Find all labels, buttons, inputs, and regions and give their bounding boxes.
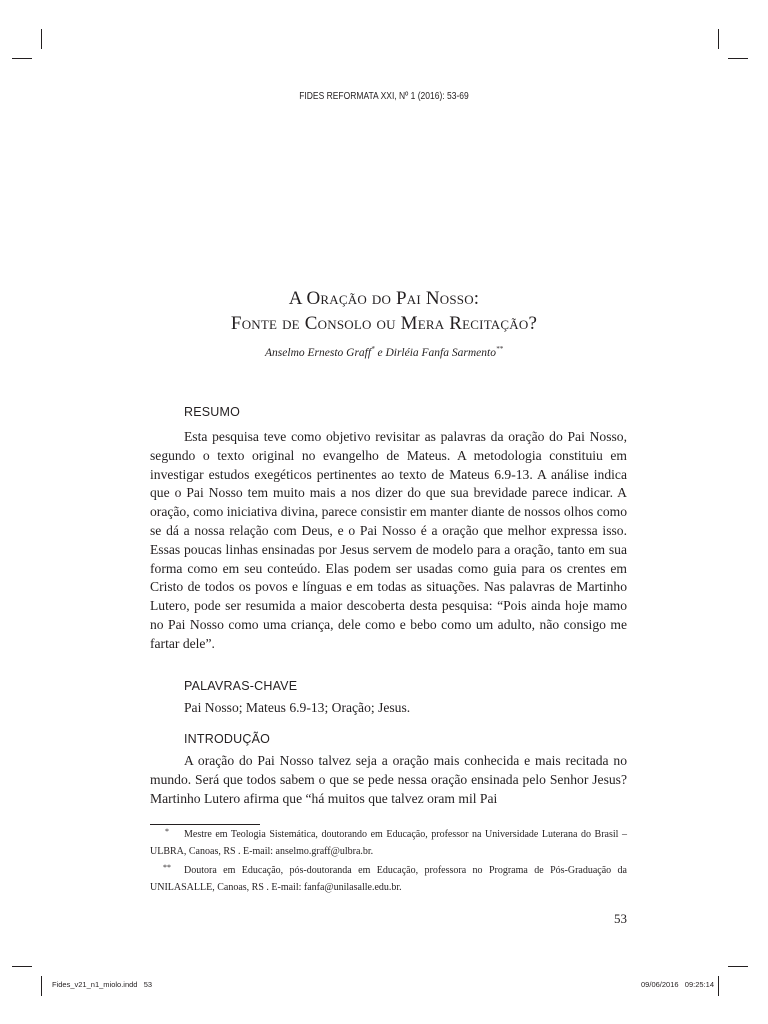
abstract-heading: RESUMO [184,405,241,419]
page-number: 53 [614,911,627,926]
slug-date: 09/06/2016 09:25:14 [641,980,714,989]
crop-mark [728,58,748,59]
article-title-line2: Fonte de Consolo ou Mera Recitação? [230,313,538,334]
crop-mark [12,58,32,59]
abstract-text: Esta pesquisa teve como objetivo revisitar as palavras da oração do Pai Nosso, segundo o texto original no evangelho de Mateus. A metodologia constituiu em investigar estudos exegéticos pertinentes ao texto de Mateus 6.9-13. A análise indica que o Pai Nosso tem muito mais a nos dizer do que sua brevidade parece indicar. A oração, como iniciativa divina, parece consistir em manter diante de nossos olhos como se dá a nossa relação com Deus, e o Pai Nosso é a oração que melhor expressa isso. Essas poucas linhas ensinadas por Jesus servem de modelo para a oração, tanto em sua forma como em seu conteúdo. Elas podem ser usadas como guia para os crentes em Cristo de todos os povos e línguas e em todas as situações. Nas palavras de Martinho Lutero, pode ser resumida a maior descoberta desta pesquisa: “Pois ainda hoje mamo no Pai Nosso como uma criança, dele como e bebo como um adulto, não consigo me fartar dele”. [150,429,627,651]
article-title-line1: A Oração do Pai Nosso: [288,288,480,309]
footnote-2-text: Doutora em Educação, pós-doutoranda em Educação, professora no Programa de Pós-Graduação da UNILASALLE, Canoas, RS . E-mail: fanfa@unilasalle.edu.br. [150,865,627,893]
author-1: Anselmo Ernesto Graff [265,346,372,359]
crop-mark [41,976,42,996]
author-line [0,345,768,359]
crop-mark [728,966,748,967]
footnote-1-mark: * [165,827,169,836]
crop-mark [718,29,719,49]
crop-mark [41,29,42,49]
crop-mark [12,966,32,967]
author-2-footnote-mark[interactable]: ** [495,345,503,353]
footnote-rule [150,824,260,825]
slug-file: Fides_v21_n1_miolo.indd 53 [52,980,153,989]
crop-mark [718,976,719,996]
author-separator: e [374,346,386,359]
keywords-text: Pai Nosso; Mateus 6.9-13; Oração; Jesus. [184,700,411,715]
author-1-footnote-mark[interactable]: * [371,345,375,353]
author-2: Dirléia Fanfa Sarmento [385,346,496,359]
introduction-text: A oração do Pai Nosso talvez seja a oração mais conhecida e mais recitada no mundo. Será que todos sabem o que se pede nessa oração ensinada pelo Senhor Jesus? Martinho Lutero afirma que “há muitos que talvez oram mil Pai [150,753,627,806]
footnote-1 [150,826,627,860]
footnote-2-mark: ** [163,863,171,872]
introduction-heading: INTRODUÇÃO [184,732,271,746]
footnote-1-text: Mestre em Teologia Sistemática, doutorando em Educação, professor na Universidade Luterana do Brasil – ULBRA, Canoas, RS . E-mail: anselmo.graff@ulbra.br. [150,829,627,857]
keywords-heading: PALAVRAS-CHAVE [184,679,298,693]
footnote-2 [150,862,627,896]
running-header: FIDES REFORMATA XXI, Nº 1 (2016): 53-69 [299,91,469,102]
